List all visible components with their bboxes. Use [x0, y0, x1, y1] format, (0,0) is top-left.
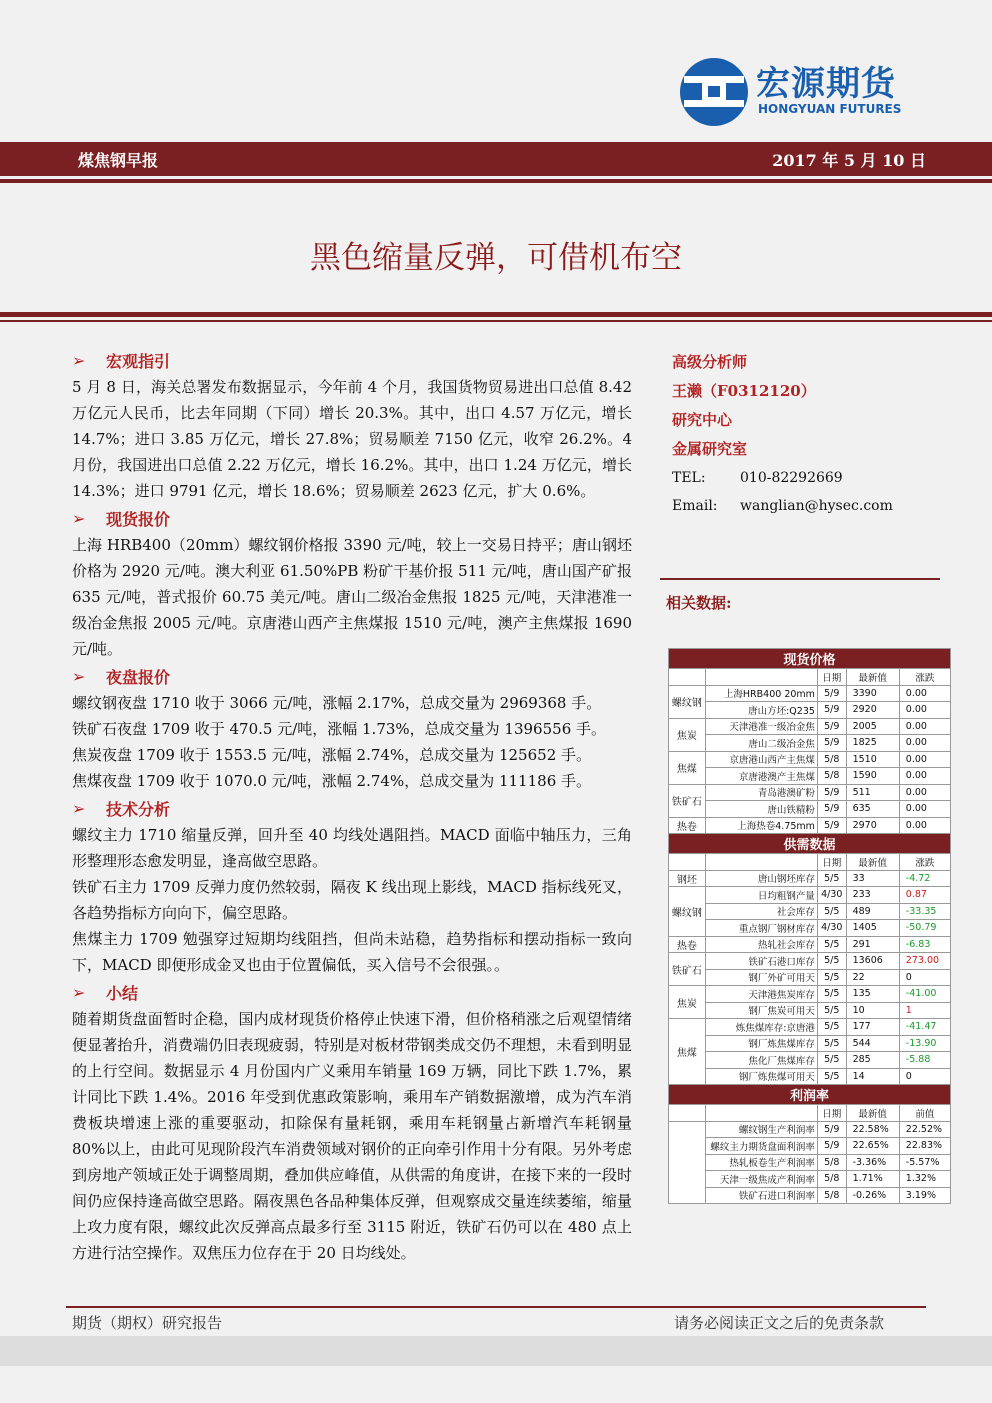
table-cell: 钢厂焦炭可用天 — [705, 1002, 817, 1019]
table-cell: 22.58% — [846, 1121, 899, 1138]
table-cell: 0 — [899, 1068, 950, 1085]
table-cell: 22.65% — [846, 1138, 899, 1155]
table-row — [669, 735, 951, 752]
column-header-blank — [705, 1105, 817, 1122]
table-cell: 22.52% — [899, 1121, 950, 1138]
table-cell: 钢厂炼焦煤可用天 — [705, 1068, 817, 1085]
column-header: 日期 — [817, 1105, 846, 1122]
table-cell: 0.00 — [899, 817, 950, 834]
footer-left: 期货（期权）研究报告 — [72, 1314, 223, 1332]
table-cell: 1.71% — [846, 1171, 899, 1188]
table-cell: 唐山二级冶金焦 — [705, 735, 817, 752]
arrow-bullet-icon: ➢ — [72, 798, 86, 818]
table-row — [669, 702, 951, 719]
table-row — [669, 1019, 951, 1036]
table-cell: 511 — [846, 784, 899, 801]
paragraph: 焦煤主力 1709 勉强穿过短期均线阻挡，但尚未站稳，趋势指标和摆动指标一致向下，MACD 即便形成金叉也由于位置偏低，买入信号不会很强。。 — [72, 930, 632, 974]
section-title: 夜盘报价 — [106, 667, 171, 687]
row-group-label: 焦煤 — [669, 1019, 706, 1085]
table-cell: 2920 — [846, 702, 899, 719]
email-value[interactable]: wanglian@hysec.com — [740, 498, 893, 514]
table-cell: -41.00 — [899, 986, 950, 1003]
table-row — [669, 1002, 951, 1019]
table-row — [669, 986, 951, 1003]
table-cell: 5/9 — [817, 1121, 846, 1138]
table-row — [669, 887, 951, 904]
table-cell: 5/9 — [817, 685, 846, 702]
table-section-header — [669, 649, 951, 669]
table-cell: 135 — [846, 986, 899, 1003]
table-cell: 291 — [846, 936, 899, 953]
table-cell: 0.00 — [899, 784, 950, 801]
table-cell: 4/30 — [817, 887, 846, 904]
table-cell: 唐山方坯:Q235 — [705, 702, 817, 719]
arrow-bullet-icon: ➢ — [72, 508, 86, 528]
table-cell: 22 — [846, 969, 899, 986]
table-row — [669, 1138, 951, 1155]
section-heading — [72, 346, 632, 374]
related-data-table — [668, 648, 951, 1204]
table-cell: 5/5 — [817, 1002, 846, 1019]
table-cell: 0.00 — [899, 718, 950, 735]
table-cell: 0.00 — [899, 768, 950, 785]
section-heading — [72, 504, 632, 532]
table-cell: -33.35 — [899, 903, 950, 920]
table-cell: 5/9 — [817, 702, 846, 719]
table-row — [669, 768, 951, 785]
row-group-label: 螺纹钢 — [669, 685, 706, 718]
table-cell: 14 — [846, 1068, 899, 1085]
table-cell: 33 — [846, 870, 899, 887]
footer-band — [0, 1336, 992, 1366]
table-section-header — [669, 1085, 951, 1105]
table-row — [669, 1035, 951, 1052]
table-cell: -0.26% — [846, 1187, 899, 1204]
paragraph: 焦煤夜盘 1709 收于 1070.0 元/吨，涨幅 2.74%，总成交量为 111186 手。 — [72, 772, 592, 790]
table-column-header-row — [669, 854, 951, 871]
table-cell: 钢厂炼焦煤库存 — [705, 1035, 817, 1052]
header-rule — [0, 179, 992, 183]
table-cell: 5/5 — [817, 986, 846, 1003]
table-cell: 22.83% — [899, 1138, 950, 1155]
table-cell: 铁矿石港口库存 — [705, 953, 817, 970]
table-cell: 489 — [846, 903, 899, 920]
table-cell: 5/5 — [817, 936, 846, 953]
table-cell: 5/9 — [817, 735, 846, 752]
table-cell: 5/9 — [817, 817, 846, 834]
row-group-label: 热卷 — [669, 936, 706, 953]
table-cell: 544 — [846, 1035, 899, 1052]
research-center: 研究中心 — [672, 411, 733, 429]
table-cell: 上海HRB400 20mm — [705, 685, 817, 702]
table-row — [669, 969, 951, 986]
table-cell: -41.47 — [899, 1019, 950, 1036]
column-header-blank — [669, 854, 706, 871]
table-cell: 上海热卷4.75mm — [705, 817, 817, 834]
table-cell: 0.00 — [899, 801, 950, 818]
table-cell: 0.00 — [899, 702, 950, 719]
column-header: 最新值 — [846, 854, 899, 871]
table-row — [669, 751, 951, 768]
table-row — [669, 870, 951, 887]
table-section-header — [669, 834, 951, 854]
table-cell: 233 — [846, 887, 899, 904]
paragraph: 随着期货盘面暂时企稳，国内成材现货价格停止快速下滑，但价格稍涨之后观望情绪便显著抬升，消费端仍旧表现疲弱，特别是对板材带钢类成交仍不理想，未看到明显的上行空间。数据显示 4 月份国内广义乘用车销量 169 万辆，同比下跌 1.7%，累计同比下跌 1.4%。2016 年受到优惠政策影响，乘用车产销数据激增，成为汽车消费板块增速上涨的重要驱动，扣除保有量耗钢，乘用车耗钢量占新增汽车耗钢量 80%以上，由此可见现阶段汽车消费领域对钢价的正向牵引作用十分有限。另外考虑到房地产领域正处于调整周期，叠加供应峰值，从供需的角度讲，在接下来的一段时间仍应保持逢高做空思路。隔夜黑色各品种集体反弹，但观察成交量连续萎缩，缩量上攻力度有限，螺纹此次反弹高点最多行至 3115 附近，铁矿石仍可以在 480 点上方进行沽空操作。双焦压力位存在于 20 日均线处。 — [72, 1010, 632, 1262]
table-cell: -5.88 — [899, 1052, 950, 1069]
table-section-title: 现货价格 — [669, 649, 951, 669]
section-title: 宏观指引 — [106, 351, 171, 371]
table-cell: 1510 — [846, 751, 899, 768]
table-cell: -4.72 — [899, 870, 950, 887]
related-data-label: 相关数据: — [666, 594, 732, 612]
column-header: 前值 — [899, 1105, 950, 1122]
table-cell: 3.19% — [899, 1187, 950, 1204]
table-cell: 螺纹钢生产利润率 — [705, 1121, 817, 1138]
row-group-label: 焦炭 — [669, 986, 706, 1019]
logo-name: 宏源期货 — [756, 64, 896, 104]
section-title: 技术分析 — [106, 799, 171, 819]
analyst-role: 高级分析师 — [672, 353, 748, 371]
table-cell: 热轧板卷生产利润率 — [705, 1154, 817, 1171]
main-content — [72, 346, 632, 1266]
column-header-blank — [705, 854, 817, 871]
paragraph: 铁矿石主力 1709 反弹力度仍然较弱，隔夜 K 线出现上影线，MACD 指标线死叉，各趋势指标方向向下，偏空思路。 — [72, 878, 632, 922]
table-row — [669, 685, 951, 702]
table-cell: 天津一级焦成产利润率 — [705, 1171, 817, 1188]
row-group-label: 钢坯 — [669, 870, 706, 887]
table-cell: -6.83 — [899, 936, 950, 953]
table-row — [669, 920, 951, 937]
title-rule — [0, 312, 992, 317]
table-row — [669, 903, 951, 920]
table-cell: 5/5 — [817, 969, 846, 986]
table-cell: 5/9 — [817, 801, 846, 818]
column-header: 涨跌 — [899, 669, 950, 686]
table-cell: 热轧社会库存 — [705, 936, 817, 953]
table-row — [669, 1121, 951, 1138]
paragraph: 5 月 8 日，海关总署发布数据显示，今年前 4 个月，我国货物贸易进出口总值 8.42 万亿元人民币，比去年同期（下同）增长 20.3%。其中，出口 4.57 万亿元，增长 14.7%；进口 3.85 万亿元，增长 27.8%；贸易顺差 7150 亿元，收窄 26.2%。4 月份，我国进出口总值 2.22 万亿元，增长 16.2%。其中，出口 1.24 万亿元，增长 14.3%；进口 9791 亿元，增长 18.6%；贸易顺差 2623 亿元，扩大 0.6%。 — [72, 378, 632, 500]
row-group-label: 焦煤 — [669, 751, 706, 784]
column-header-blank — [669, 669, 706, 686]
table-cell: 钢厂外矿可用天 — [705, 969, 817, 986]
table-cell: 天津港准一级冶金焦 — [705, 718, 817, 735]
report-date: 2017 年 5 月 10 日 — [772, 151, 926, 170]
analyst-info — [672, 348, 932, 520]
table-cell: 焦化厂焦煤库存 — [705, 1052, 817, 1069]
table-cell: 炼焦煤库存:京唐港 — [705, 1019, 817, 1036]
table-cell: 社会库存 — [705, 903, 817, 920]
table-cell: 京唐港山西产主焦煤 — [705, 751, 817, 768]
table-cell: 273.00 — [899, 953, 950, 970]
arrow-bullet-icon: ➢ — [72, 666, 86, 686]
table-cell: 京唐港澳产主焦煤 — [705, 768, 817, 785]
logo-icon — [678, 56, 750, 128]
table-cell: 重点钢厂钢材库存 — [705, 920, 817, 937]
row-group-label: 铁矿石 — [669, 784, 706, 817]
section-heading — [72, 662, 632, 690]
table-cell: 5/8 — [817, 1171, 846, 1188]
table-cell: 日均粗钢产量 — [705, 887, 817, 904]
row-group-label: 螺纹钢 — [669, 887, 706, 937]
table-row — [669, 1052, 951, 1069]
column-header: 涨跌 — [899, 854, 950, 871]
table-column-header-row — [669, 1105, 951, 1122]
table-cell: 1405 — [846, 920, 899, 937]
table-cell: 0.00 — [899, 735, 950, 752]
table-cell: 13606 — [846, 953, 899, 970]
table-cell: 5/8 — [817, 1187, 846, 1204]
tel-row — [672, 464, 932, 492]
table-section-title: 利润率 — [669, 1085, 951, 1105]
table-cell: 1825 — [846, 735, 899, 752]
table-cell: 3390 — [846, 685, 899, 702]
row-group-label: 热卷 — [669, 817, 706, 834]
table-cell: 5/5 — [817, 903, 846, 920]
row-group-label: 铁矿石 — [669, 953, 706, 986]
section-heading — [72, 978, 632, 1006]
email-row — [672, 492, 932, 520]
row-group-label — [669, 1121, 706, 1204]
tel-label: TEL: — [672, 470, 706, 486]
paragraph: 铁矿石夜盘 1709 收于 470.5 元/吨，涨幅 1.73%，总成交量为 1396556 手。 — [72, 720, 607, 738]
table-cell: -3.36% — [846, 1154, 899, 1171]
column-header: 日期 — [817, 854, 846, 871]
table-cell: 5/5 — [817, 953, 846, 970]
table-row — [669, 817, 951, 834]
analyst-name: 王濑（F0312120） — [672, 382, 816, 400]
table-cell: 4/30 — [817, 920, 846, 937]
report-series: 煤焦钢早报 — [78, 151, 159, 170]
section-title: 小结 — [106, 983, 139, 1003]
table-cell: -13.90 — [899, 1035, 950, 1052]
table-cell: 青岛港澳矿粉 — [705, 784, 817, 801]
table-cell: 2970 — [846, 817, 899, 834]
logo-english-name: HONGYUAN FUTURES — [758, 102, 902, 116]
table-row — [669, 784, 951, 801]
company-logo — [678, 56, 918, 130]
table-row — [669, 936, 951, 953]
paragraph: 上海 HRB400（20mm）螺纹钢价格报 3390 元/吨，较上一交易日持平；唐山钢坯价格为 2920 元/吨。澳大利亚 61.50%PB 粉矿干基价报 511 元/吨，唐山国产矿报 635 元/吨，普式报价 60.75 美元/吨。唐山二级冶金焦报 1825 元/吨，天津港准一级冶金焦报 2005 元/吨。京唐港山西产主焦煤报 1510 元/吨，澳产主焦煤报 1690 元/吨。 — [72, 536, 632, 658]
table-cell: 5/5 — [817, 1052, 846, 1069]
table-row — [669, 1171, 951, 1188]
table-row — [669, 1068, 951, 1085]
arrow-bullet-icon: ➢ — [72, 350, 86, 370]
table-cell: -50.79 — [899, 920, 950, 937]
table-cell: 0.00 — [899, 751, 950, 768]
table-cell: 10 — [846, 1002, 899, 1019]
section-heading — [72, 794, 632, 822]
table-row — [669, 801, 951, 818]
table-section-title: 供需数据 — [669, 834, 951, 854]
table-cell: 177 — [846, 1019, 899, 1036]
column-header-blank — [705, 669, 817, 686]
table-cell: 5/9 — [817, 718, 846, 735]
table-cell: 唐山铁精粉 — [705, 801, 817, 818]
table-cell: 2005 — [846, 718, 899, 735]
table-cell: 天津港焦炭库存 — [705, 986, 817, 1003]
email-label: Email: — [672, 498, 718, 514]
table-column-header-row — [669, 669, 951, 686]
column-header: 最新值 — [846, 1105, 899, 1122]
table-row — [669, 953, 951, 970]
table-cell: 5/8 — [817, 768, 846, 785]
table-cell: 1.32% — [899, 1171, 950, 1188]
table-cell: 5/8 — [817, 751, 846, 768]
paragraph: 螺纹主力 1710 缩量反弹，回升至 40 均线处遇阻挡。MACD 面临中轴压力，三角形整理形态愈发明显，逢高做空思路。 — [72, 826, 632, 870]
table-cell: 唐山钢坯库存 — [705, 870, 817, 887]
tel-value: 010-82292669 — [740, 470, 843, 486]
table-row — [669, 718, 951, 735]
sidebar-rule — [660, 578, 940, 580]
table-cell: 5/9 — [817, 784, 846, 801]
column-header: 最新值 — [846, 669, 899, 686]
table-row — [669, 1154, 951, 1171]
table-cell: 5/8 — [817, 1154, 846, 1171]
table-cell: -5.57% — [899, 1154, 950, 1171]
paragraph: 焦炭夜盘 1709 收于 1553.5 元/吨，涨幅 2.74%，总成交量为 125652 手。 — [72, 746, 592, 764]
table-cell: 5/5 — [817, 1068, 846, 1085]
column-header-blank — [669, 1105, 706, 1122]
table-cell: 5/5 — [817, 1019, 846, 1036]
table-row — [669, 1187, 951, 1204]
title-rule-thin — [0, 320, 992, 322]
footer-rule — [66, 1306, 926, 1308]
paragraph: 螺纹钢夜盘 1710 收于 3066 元/吨，涨幅 2.17%，总成交量为 2969368 手。 — [72, 694, 602, 712]
table-cell: 铁矿石进口利润率 — [705, 1187, 817, 1204]
table-cell: 0.00 — [899, 685, 950, 702]
table-cell: 0.87 — [899, 887, 950, 904]
table-cell: 螺纹主力期货盘面利润率 — [705, 1138, 817, 1155]
table-cell: 635 — [846, 801, 899, 818]
report-title: 黑色缩量反弹，可借机布空 — [310, 240, 682, 276]
column-header: 日期 — [817, 669, 846, 686]
table-cell: 5/9 — [817, 1138, 846, 1155]
table-cell: 0 — [899, 969, 950, 986]
research-dept: 金属研究室 — [672, 440, 748, 458]
table-cell: 5/5 — [817, 870, 846, 887]
section-title: 现货报价 — [106, 509, 171, 529]
row-group-label: 焦炭 — [669, 718, 706, 751]
footer-disclaimer: 请务必阅读正文之后的免责条款 — [673, 1314, 884, 1332]
table-cell: 1 — [899, 1002, 950, 1019]
table-cell: 285 — [846, 1052, 899, 1069]
table-cell: 5/5 — [817, 1035, 846, 1052]
table-cell: 1590 — [846, 768, 899, 785]
arrow-bullet-icon: ➢ — [72, 982, 86, 1002]
